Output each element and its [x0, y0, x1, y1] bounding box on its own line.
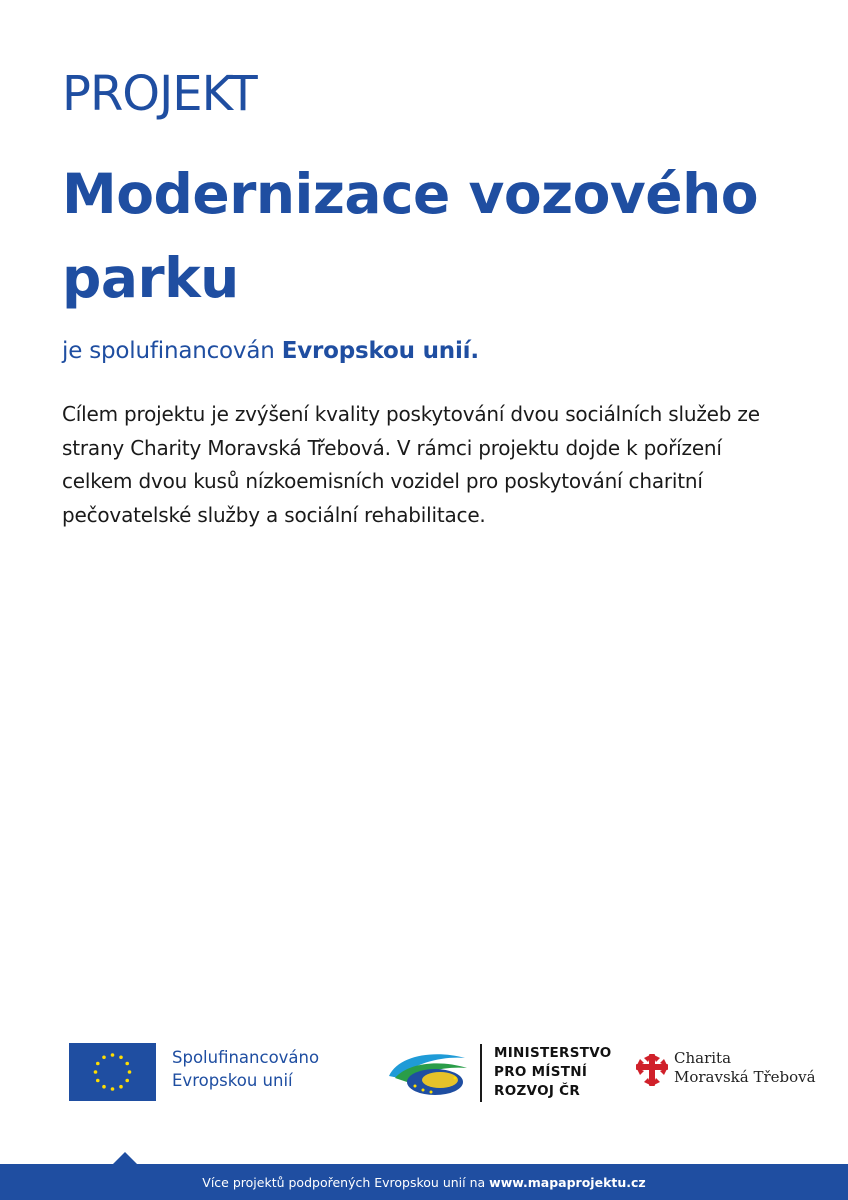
- mmr-logo-icon: [385, 1048, 469, 1098]
- footer-text: [0, 1164, 848, 1200]
- eu-star: [102, 1055, 106, 1059]
- subtitle-prefix: je spolufinancován: [62, 338, 275, 364]
- eu-star: [111, 1087, 115, 1091]
- logo-bar: [0, 1040, 848, 1110]
- mmr-line2: PRO MÍSTNÍ: [494, 1064, 588, 1080]
- page-title: Modernizace vozového parku: [62, 162, 759, 310]
- eu-star: [128, 1070, 132, 1074]
- project-label: PROJEKT: [62, 66, 257, 122]
- eu-star: [119, 1085, 123, 1089]
- mmr-logo-text: [494, 1044, 612, 1101]
- eu-star: [125, 1062, 129, 1066]
- eu-star: [96, 1062, 100, 1066]
- eu-star: [111, 1053, 115, 1057]
- eu-star: [96, 1079, 100, 1083]
- eu-star: [125, 1079, 129, 1083]
- eu-star: [102, 1085, 106, 1089]
- eu-logo-text: [172, 1046, 319, 1092]
- eu-logo-line1: Spolufinancováno: [172, 1048, 320, 1067]
- mmr-line3: ROZVOJ ČR: [494, 1083, 581, 1099]
- mmr-divider: [480, 1044, 482, 1102]
- mmr-line1: MINISTERSTVO: [494, 1045, 612, 1061]
- eu-star: [119, 1055, 123, 1059]
- eu-logo-line2: Evropskou unií: [172, 1071, 293, 1090]
- subtitle-bold: Evropskou unií.: [281, 338, 479, 364]
- charita-line1: Charita: [674, 1049, 732, 1067]
- charita-cross-icon: [634, 1052, 670, 1088]
- eu-flag-icon: [69, 1043, 156, 1101]
- footer-link[interactable]: www.mapaprojektu.cz: [489, 1174, 646, 1190]
- subtitle: [62, 338, 479, 364]
- eu-star: [94, 1070, 98, 1074]
- footer-label: Více projektů podpořených Evropskou unií na: [202, 1174, 486, 1190]
- charita-line2: Moravská Třebová: [674, 1068, 816, 1086]
- charita-logo-text: [674, 1049, 816, 1087]
- project-description: Cílem projektu je zvýšení kvality poskytování dvou sociálních služeb ze strany Charity Moravská Třebová. V rámci projektu dojde k pořízení celkem dvou kusů nízkoemisních vozidel pro poskytování charitní pečovatelské služby a sociální rehabilitace.: [62, 402, 760, 527]
- footer-notch: [113, 1152, 137, 1164]
